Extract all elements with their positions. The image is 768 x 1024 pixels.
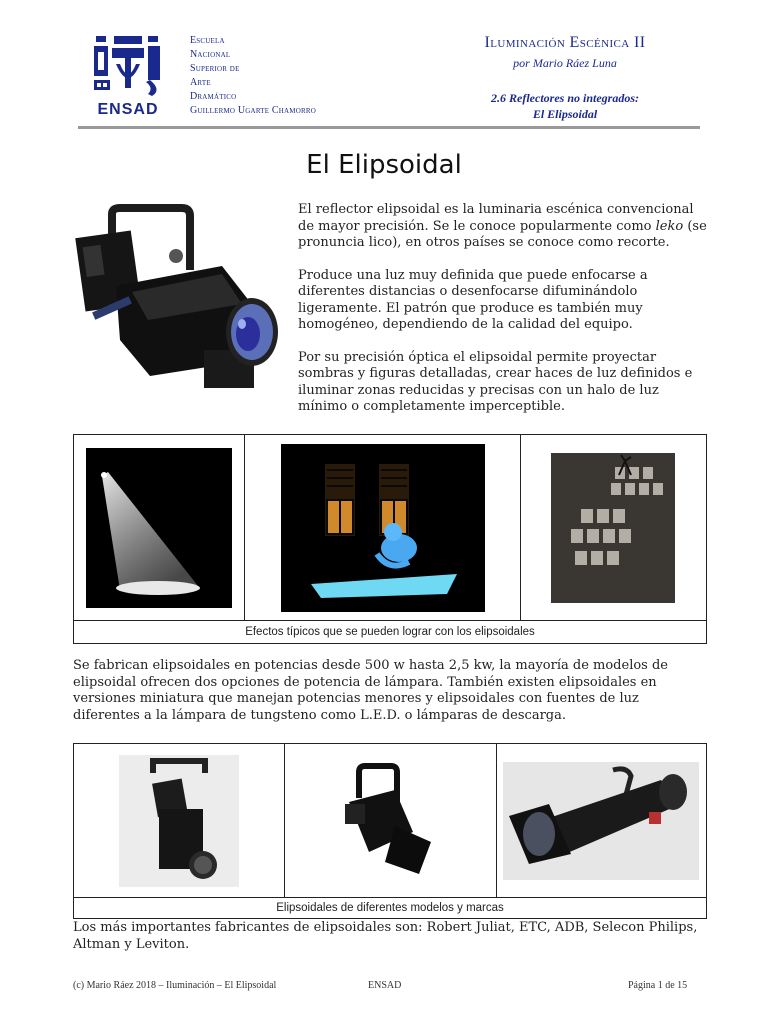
section-line-2: El Elipsoidal <box>532 107 598 121</box>
intro-p1-text: El reflector elipsoidal es la luminaria escénica convencional de mayor precisión. Se le conoce popularmente como <box>298 202 694 234</box>
course-author: por Mario Ráez Luna <box>513 56 617 70</box>
section-line-1: 2.6 Reflectores no integrados: <box>491 91 639 105</box>
model-cell <box>74 744 285 897</box>
intro-paragraph-3: Por su precisión óptica el elipsoidal permite proyectar sombras y figuras detalladas, crear haces de luz definidos e iluminar zonas reducidas y precisas con un halo de luz mínimo o completamente imperceptible. <box>298 349 693 414</box>
effects-caption: Efectos típicos que se pueden lograr con los elipsoidales <box>245 626 535 638</box>
effects-figure <box>73 434 707 644</box>
spotlight-beam-photo <box>86 448 232 608</box>
model-cell <box>497 744 706 897</box>
effect-cell <box>521 435 706 620</box>
model-photo-2 <box>335 762 445 880</box>
intro-p1-italic: leko <box>655 218 684 234</box>
intro-paragraph-1 <box>298 202 708 252</box>
school-line: Dramático <box>190 91 237 102</box>
course-title: Iluminación Escénica II <box>484 34 646 51</box>
power-paragraph: Se fabrican elipsoidales en potencias desde 500 w hasta 2,5 kw, la mayoría de modelos de elipsoidal ofrecen dos opciones de potencia de lámpara. También existen elipsoidales en versiones miniatura que manejan potencias menores y elipsoidales con fuentes de luz diferentes a la lámpara de tungsteno como L.E.D. o lámparas de descarga. <box>73 658 669 723</box>
footer-copyright: (c) Mario Ráez 2018 – Iluminación – El Elipsoidal <box>73 980 277 991</box>
school-line: Superior de <box>190 63 240 74</box>
page-title: El Elipsoidal <box>306 150 462 180</box>
intro-text <box>298 202 708 432</box>
section-heading <box>440 90 690 122</box>
school-line: Nacional <box>190 49 231 60</box>
effects-images <box>74 435 706 621</box>
footer-school: ENSAD <box>368 980 402 991</box>
model-cell <box>285 744 496 897</box>
models-caption: Elipsoidales de diferentes modelos y marcas <box>276 902 504 914</box>
school-line: Arte <box>190 77 211 88</box>
effect-cell <box>245 435 520 620</box>
models-figure <box>73 743 707 919</box>
school-line: Escuela <box>190 35 225 46</box>
footer-page-number: Página 1 de 15 <box>628 980 688 991</box>
manufacturers-paragraph: Los más importantes fabricantes de elipsoidales son: Robert Juliat, ETC, ADB, Selecon Philips, Altman y Leviton. <box>73 920 698 952</box>
header-divider <box>78 126 700 129</box>
school-line: Guillermo Ugarte Chamorro <box>190 105 316 116</box>
effect-cell <box>74 435 245 620</box>
window-gobo-photo <box>281 444 485 612</box>
intro-paragraph-2: Produce una luz muy definida que puede enfocarse a diferentes distancias o desenfocarse difuminándolo ligeramente. El patrón que produce es también muy homogéneo, dependiendo de la calidad del equipo. <box>298 267 648 332</box>
ensad-logo <box>92 34 164 118</box>
model-photo-1 <box>119 755 239 887</box>
school-name <box>190 34 316 118</box>
shadow-window-photo <box>551 453 675 603</box>
ellipsoidal-photo <box>72 200 284 408</box>
logo-text: ENSAD <box>97 101 159 118</box>
model-photo-3 <box>503 762 699 880</box>
intro-p1-text-end: (se pronuncia lico), en otros países se conoce como recorte. <box>298 218 707 250</box>
models-images <box>74 744 706 898</box>
